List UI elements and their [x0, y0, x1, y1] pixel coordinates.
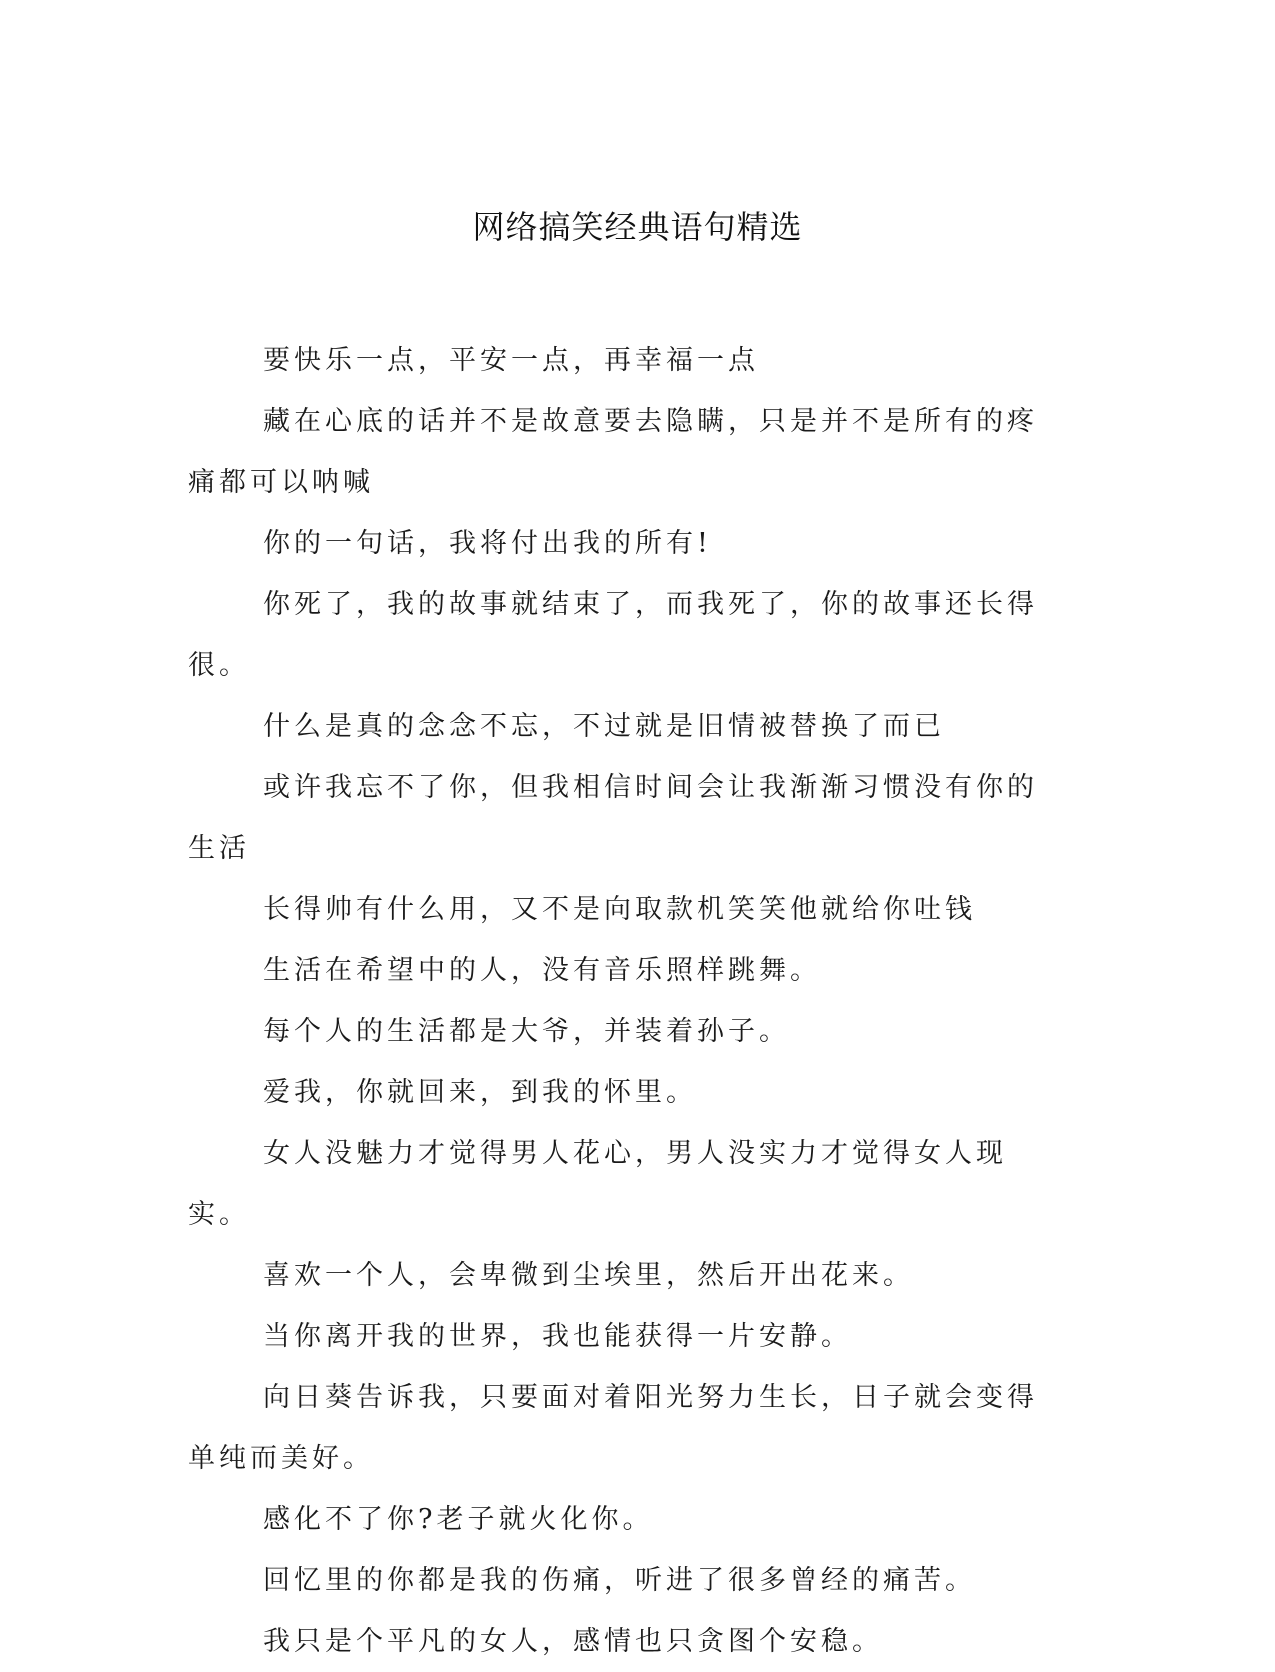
paragraph: 你死了，我的故事就结束了，而我死了，你的故事还长得很。: [188, 589, 1038, 681]
paragraph: 生活在希望中的人，没有音乐照样跳舞。: [263, 955, 821, 986]
paragraph: 或许我忘不了你，但我相信时间会让我渐渐习惯没有你的生活: [188, 772, 1038, 864]
document-title: 网络搞笑经典语句精选: [472, 208, 803, 246]
paragraph: 爱我，你就回来，到我的怀里。: [263, 1077, 697, 1108]
paragraph: 我只是个平凡的女人，感情也只贪图个安稳。: [263, 1626, 883, 1657]
paragraph: 向日葵告诉我，只要面对着阳光努力生长，日子就会变得单纯而美好。: [188, 1382, 1038, 1474]
paragraph: 喜欢一个人，会卑微到尘埃里，然后开出花来。: [263, 1260, 914, 1291]
paragraph: 什么是真的念念不忘，不过就是旧情被替换了而已: [263, 711, 945, 742]
paragraph: 要快乐一点，平安一点，再幸福一点: [263, 345, 759, 376]
paragraph: 女人没魅力才觉得男人花心，男人没实力才觉得女人现实。: [188, 1138, 1007, 1230]
paragraph: 长得帅有什么用，又不是向取款机笑笑他就给你吐钱: [263, 894, 976, 925]
paragraph: 藏在心底的话并不是故意要去隐瞒，只是并不是所有的疼痛都可以呐喊: [188, 406, 1038, 498]
paragraph: 每个人的生活都是大爷，并装着孙子。: [263, 1016, 790, 1047]
paragraph: 感化不了你?老子就火化你。: [263, 1504, 654, 1535]
paragraph: 你的一句话，我将付出我的所有!: [263, 528, 712, 559]
paragraph: 回忆里的你都是我的伤痛，听进了很多曾经的痛苦。: [263, 1565, 976, 1596]
paragraph: 当你离开我的世界，我也能获得一片安静。: [263, 1321, 852, 1352]
document-body: [188, 330, 1068, 1672]
